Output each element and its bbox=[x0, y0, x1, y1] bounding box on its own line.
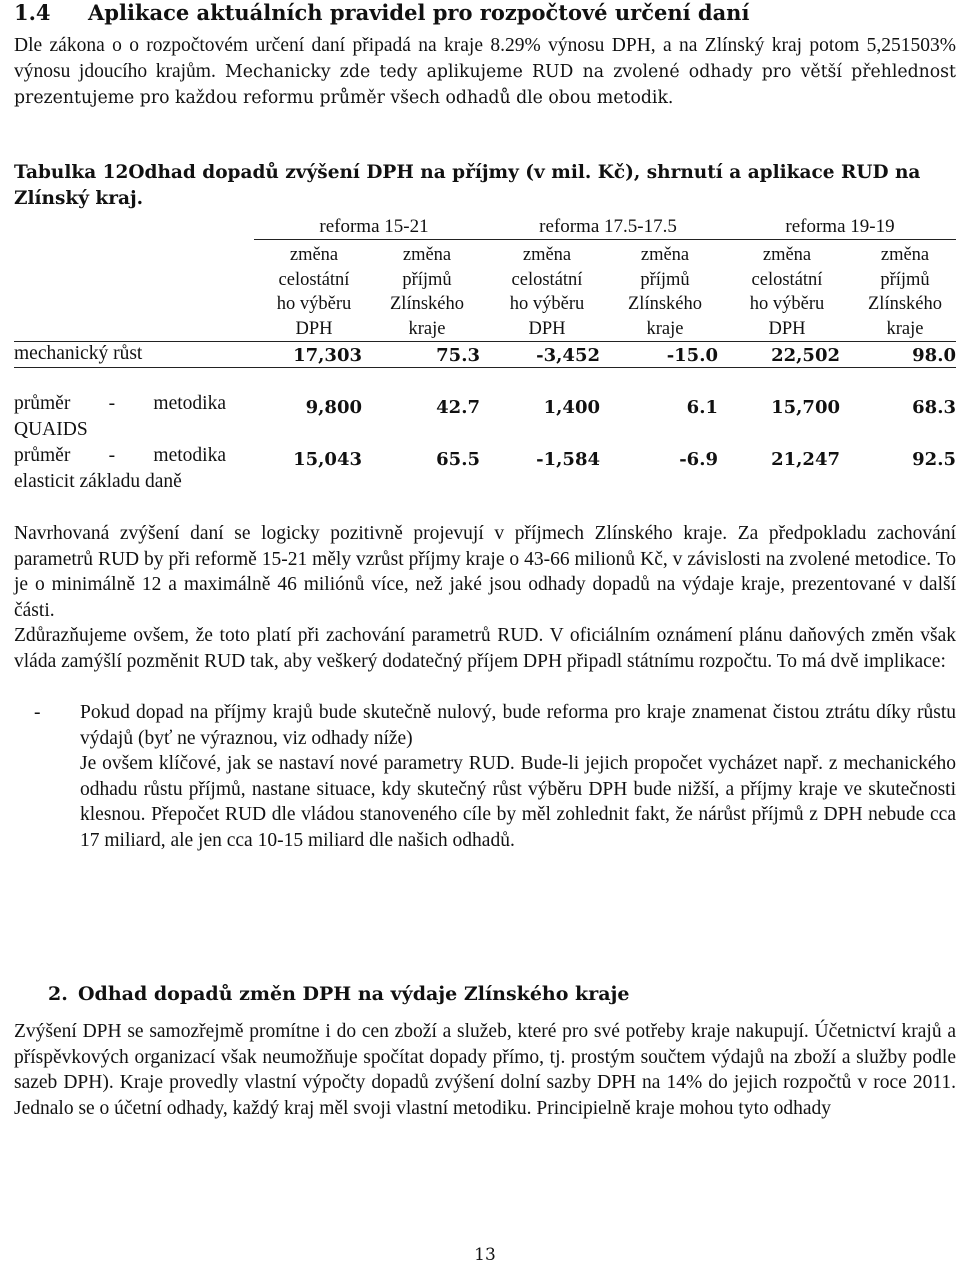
table-cell: 68.3 bbox=[912, 397, 956, 418]
table-cell: 9,800 bbox=[305, 397, 362, 418]
table-cell: -6.9 bbox=[679, 449, 718, 470]
row-label-mechanical: mechanický růst bbox=[14, 343, 143, 364]
subheader-vat-change: změna celostátní ho výběru DPH bbox=[749, 245, 825, 339]
table-cell: -15.0 bbox=[666, 345, 718, 366]
table-cell: 75.3 bbox=[436, 345, 480, 366]
reform-header-19-19: reforma 19-19 bbox=[785, 216, 895, 237]
rud-table bbox=[14, 215, 956, 505]
table-cell: 42.7 bbox=[436, 397, 480, 418]
section-heading-1-4 bbox=[14, 0, 749, 26]
subheader-vat-change: změna celostátní ho výběru DPH bbox=[509, 245, 585, 339]
table-caption: Tabulka 12Odhad dopadů zvýšení DPH na příjmy (v mil. Kč), shrnutí a aplikace RUD na Zlínský kraj. bbox=[14, 162, 921, 209]
table-cell: 98.0 bbox=[912, 345, 956, 366]
list-item: Pokud dopad na příjmy krajů bude skutečně nulový, bude reforma pro kraje znamenat čistou ztrátu díky růstu výdajů (byť ne výraznou, viz odhady níže) Je ovšem klíčové, jak se nastaví nové parametry RUD. Bude-li jejich propočet vycházet např. z mechanického odhadu růstu příjmů, nastane situace, kdy skutečný růst výběru DPH bude nižší, a příjmy kraje ve skutečnosti klesnou. Přepočet RUD dle vládou stanoveného cíle by měl zohlednit fakt, že nárůst příjmů z DPH nebude cca 17 miliard, ale jen cca 10-15 miliard dle našich odhadů. bbox=[80, 702, 956, 851]
section-number: 2. bbox=[48, 983, 68, 1005]
intro-line-2b: Mechanicky zde tedy aplikujeme RUD na zvolené odhady pro větší přehlednost prezentujeme pro každou reformu průměr všech odhadů dle obou metodik. bbox=[14, 61, 956, 108]
table-cell: 1,400 bbox=[543, 397, 600, 418]
table-cell: 92.5 bbox=[912, 449, 956, 470]
table-cell: 15,700 bbox=[771, 397, 840, 418]
subheader-region-revenue-change: změna příjmů Zlínského kraje bbox=[390, 245, 464, 339]
row-divider bbox=[14, 367, 956, 368]
table-cell: 22,502 bbox=[771, 345, 840, 366]
table-cell: -3,452 bbox=[536, 345, 600, 366]
row-label-quaids: průměr - metodika QUAIDS bbox=[14, 393, 226, 440]
page-number: 13 bbox=[474, 1245, 496, 1265]
subheader-region-revenue-change: změna příjmů Zlínského kraje bbox=[628, 245, 702, 339]
table-cell: 6.1 bbox=[686, 397, 718, 418]
table-cell: -1,584 bbox=[536, 449, 600, 470]
section-number: 1.4 bbox=[14, 0, 51, 25]
intro-paragraph bbox=[14, 33, 956, 112]
section-title: Odhad dopadů změn DPH na výdaje Zlínského kraje bbox=[78, 983, 630, 1005]
paragraph-revenue-effects: Navrhovaná zvýšení daní se logicky pozitivně projevují v příjmech Zlínského kraje. Za předpokladu zachování parametrů RUD by při reformě 15-21 měly vzrůst příjmy kraje o 43-66 milionů Kč, v závislosti na zvolené metodice. To je o minimálně 12 a maximálně 46 miliónů více, než jaké jsou odhady dopadů na výdaje kraje, prezentované v další části. bbox=[14, 523, 956, 621]
reform-header-15-21: reforma 15-21 bbox=[319, 216, 429, 237]
section-title: Aplikace aktuálních pravidel pro rozpočtové určení daní bbox=[88, 0, 750, 25]
subheader-region-revenue-change: změna příjmů Zlínského kraje bbox=[868, 245, 942, 339]
row-label-elasticity: průměr - metodika elasticit základu daně bbox=[14, 445, 226, 492]
list-bullet: - bbox=[34, 702, 41, 723]
reform-header-17-5: reforma 17.5-17.5 bbox=[539, 216, 677, 237]
table-cell: 65.5 bbox=[436, 449, 480, 470]
table-cell: 21,247 bbox=[771, 449, 840, 470]
intro-line-1: Dle zákona o o rozpočtovém určení daní připadá na kraje 8.29% výnosu DPH, a na Zlínský kraj bbox=[14, 35, 803, 56]
paragraph-expenditure-effects: Zvýšení DPH se samozřejmě promítne i do cen zboží a služeb, které pro své potřeby kraje nakupují. Účetnictví krajů a příspěvkových organizací však neumožňuje spočítat dopady přímo, tj. prostým součtem výdajů na zboží a služby podle sazeb DPH). Kraje provedly vlastní výpočty dopadů zvýšení dolní sazby DPH na 14% do jejich rozpočtů v roce 2011. Jednalo se o účetní odhady, každý kraj měl svoji vlastní metodiku. Principielně kraje mohou tyto odhady bbox=[14, 1021, 956, 1119]
table-cell: 15,043 bbox=[293, 449, 362, 470]
table-cell: 17,303 bbox=[293, 345, 362, 366]
header-underline bbox=[254, 239, 956, 240]
paragraph-rud-change: Zdůrazňujeme ovšem, že toto platí při zachování parametrů RUD. V oficiálním oznámení plánu daňových změn však vláda zamýšlí pozměnit RUD tak, aby veškerý dodatečný příjem DPH připadl státnímu rozpočtu. To má dvě implikace: bbox=[14, 625, 956, 672]
subheader-underline bbox=[14, 341, 956, 342]
intro-line-2a: potom 5,251503% výnosu jdoucího krajům. bbox=[14, 35, 956, 82]
section-heading-2 bbox=[48, 983, 629, 1005]
subheader-vat-change: změna celostátní ho výběru DPH bbox=[276, 245, 352, 339]
